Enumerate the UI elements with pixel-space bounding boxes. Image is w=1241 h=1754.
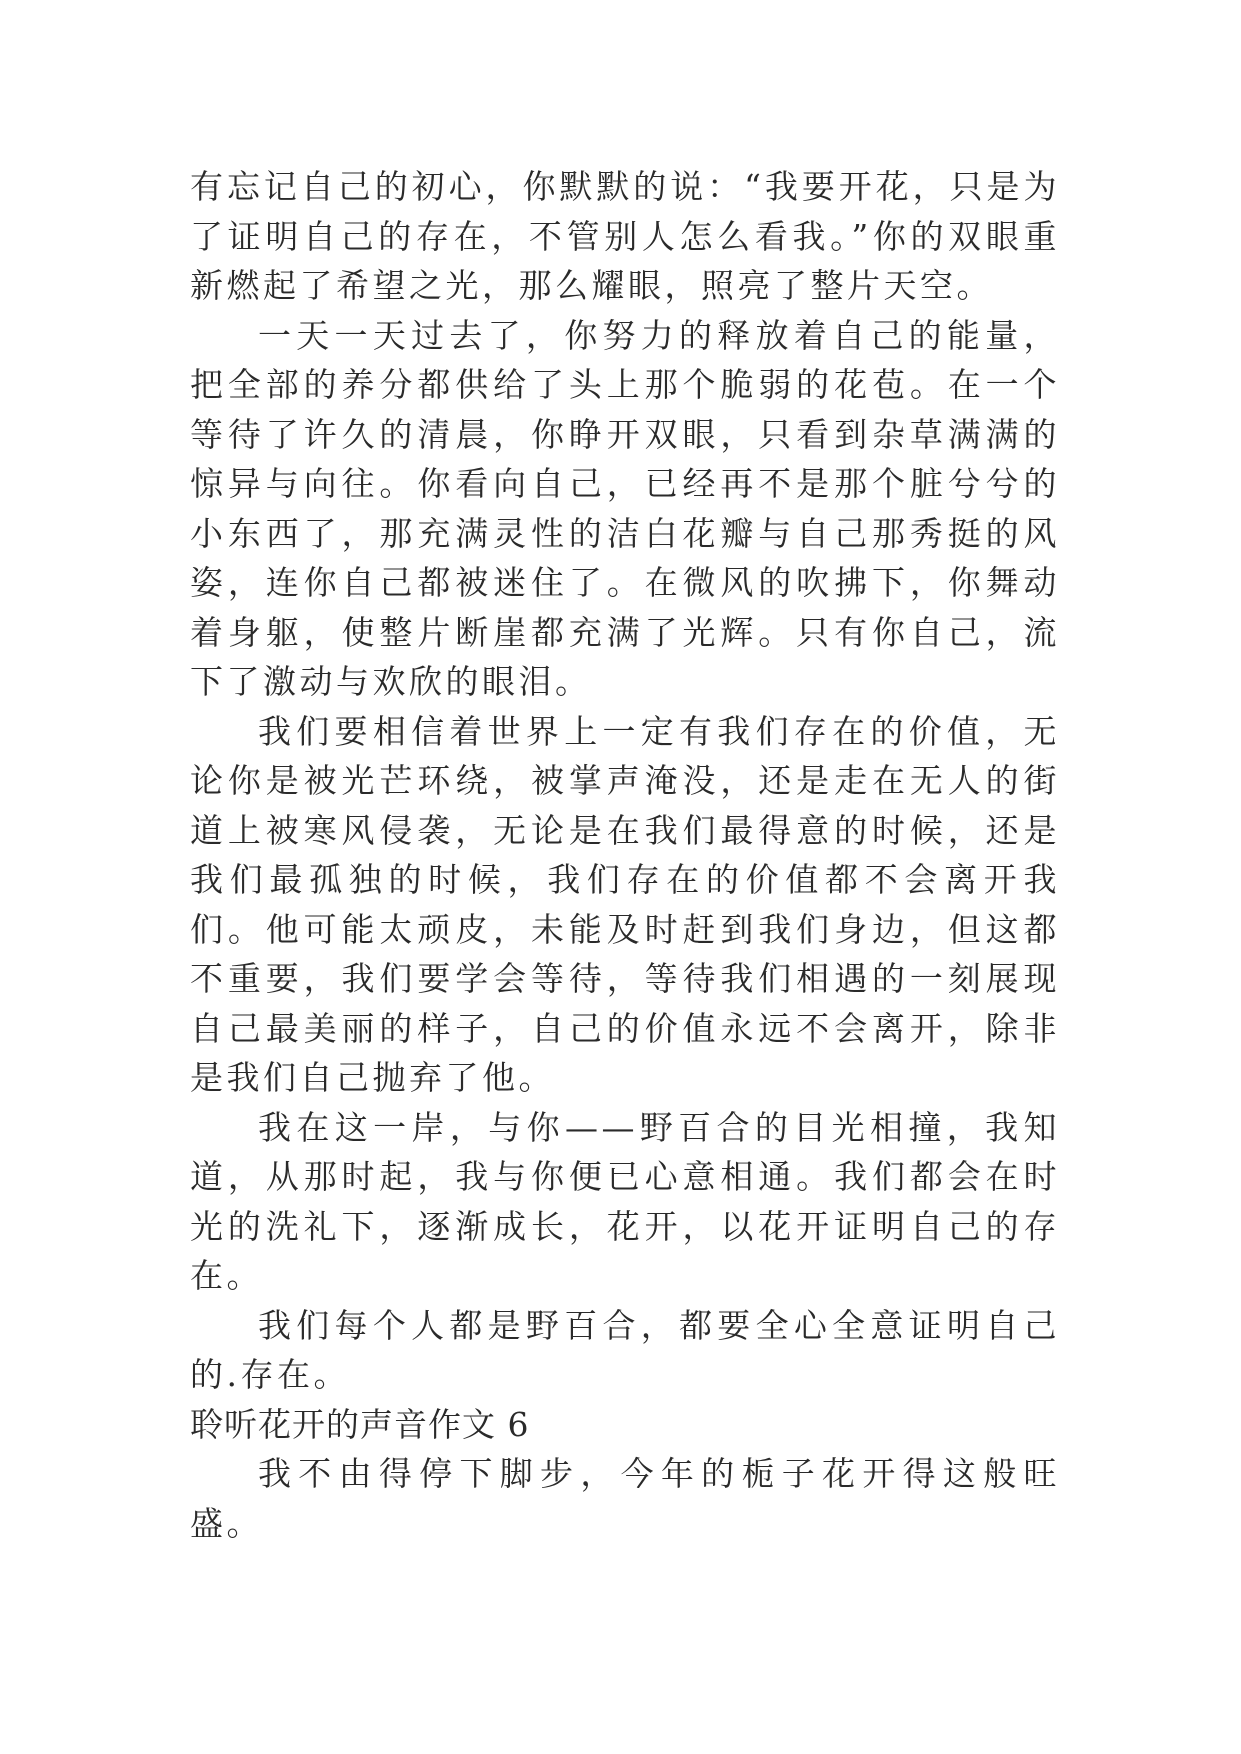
paragraph-5: 我们每个人都是野百合，都要全心全意证明自己的.存在。 [190, 1305, 1060, 1394]
section-title: 聆听花开的声音作文 6 [190, 1404, 530, 1444]
paragraph-6: 我不由得停下脚步，今年的栀子花开得这般旺盛。 [190, 1454, 1060, 1543]
paragraph-4: 我在这一岸，与你——野百合的目光相撞，我知道，从那时起，我与你便已心意相通。我们都会在时光的洗礼下，逐渐成长，花开，以花开证明自己的存在。 [190, 1107, 1060, 1295]
paragraph-1: 有忘记自己的初心，你默默的说：“我要开花，只是为了证明自己的存在，不管别人怎么看我。”你的双眼重新燃起了希望之光，那么耀眼，照亮了整片天空。 [190, 167, 1060, 305]
document-body [190, 162, 1060, 1548]
paragraph-3: 我们要相信着世界上一定有我们存在的价值，无论你是被光芒环绕，被掌声淹没，还是走在无人的街道上被寒风侵袭，无论是在我们最得意的时候，还是我们最孤独的时候，我们存在的价值都不会离开我们。他可能太顽皮，未能及时赶到我们身边，但这都不重要，我们要学会等待，等待我们相遇的一刻展现自己最美丽的样子，自己的价值永远不会离开，除非是我们自己抛弃了他。 [190, 711, 1060, 1097]
paragraph-2: 一天一天过去了，你努力的释放着自己的能量，把全部的养分都供给了头上那个脆弱的花苞。在一个等待了许久的清晨，你睁开双眼，只看到杂草满满的惊异与向往。你看向自己，已经再不是那个脏兮兮的小东西了，那充满灵性的洁白花瓣与自己那秀挺的风姿，连你自己都被迷住了。在微风的吹拂下，你舞动着身躯，使整片断崖都充满了光辉。只有你自己，流下了激动与欢欣的眼泪。 [190, 315, 1060, 701]
